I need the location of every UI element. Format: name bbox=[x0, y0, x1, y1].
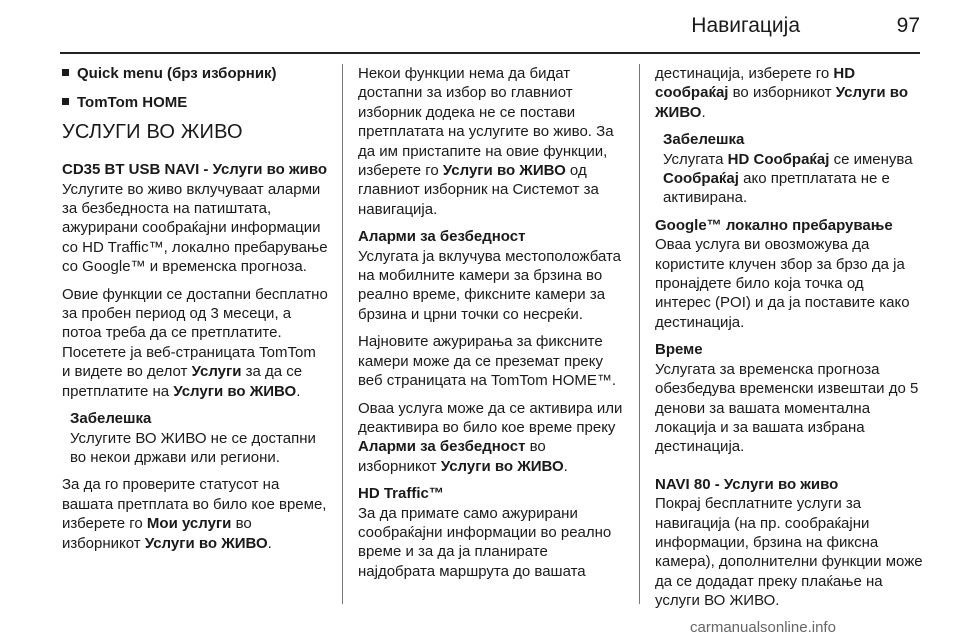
paragraph: дестинација, изберете го HD сообраќај во изборникот Услуги во ЖИВО. bbox=[655, 65, 908, 121]
subheading: NAVI 80 - Услуги во живо bbox=[655, 475, 839, 493]
paragraph: Покрај бесплатните услуги за навигација (на пр. сообраќајни информации, брзина на фиксна камера), дополнителни функции може да се додадат преку плаќање на услуги ВО ЖИВО. bbox=[655, 495, 923, 610]
subheading: Аларми за безбедност bbox=[358, 228, 526, 246]
subheading: CD35 BT USB NAVI - Услуги во живо bbox=[62, 161, 328, 179]
bullet-square-icon bbox=[62, 98, 69, 105]
watermark: carmanualsonline.info bbox=[690, 619, 836, 636]
paragraph: Оваа услуга ви овозможува да користите клучен збор за брзо да ја пронајдете било која точка од интерес (POI) и да ја поставите како дестинација. bbox=[655, 236, 910, 331]
note-box bbox=[70, 409, 328, 467]
paragraph: Овие функции се достапни бесплатно за пробен период од 3 месеци, а потоа треба да се претплатите. Посетете ја веб-страницата TomTom и видете во делот Услуги за да се претплатите на Услуги во ЖИВО. bbox=[62, 285, 328, 400]
paragraph: Услугите во живо вклучуваат аларми за безбедноста на патиштата, ажурирани сообраќајни информации со HD Traffic™, локално пребарување со Google™ и временска прогноза. bbox=[62, 180, 328, 276]
bullet-item: Quick menu (брз изборник) bbox=[62, 64, 328, 83]
header-rule bbox=[60, 52, 920, 54]
subheading: Google™ локално пребарување bbox=[655, 216, 893, 234]
paragraph: Оваа услуга може да се активира или деактивира во било кое време преку Аларми за безбедност во изборникот Услуги во ЖИВО. bbox=[358, 399, 623, 475]
paragraph: За да го проверите статусот на вашата претплата во било кое време, изберете го Мои услуги во изборникот Услуги во ЖИВО. bbox=[62, 476, 327, 552]
bullet-square-icon bbox=[62, 69, 69, 76]
paragraph: Некои функции нема да бидат достапни за избор во главниот изборник додека не се постави претплатата на услугите во живо. За да им пристапите на овие функции, изберете го Услуги во ЖИВО од главниот изборник на Системот за навигација. bbox=[358, 65, 614, 218]
paragraph: За да примате само ажурирани сообраќајни информации во реално време и за да ја планирате најдобрата маршрута до вашата bbox=[358, 504, 612, 580]
note-text: Услугите ВО ЖИВО не се достапни во некои држави или региони. bbox=[70, 429, 316, 466]
header-title: Навигација bbox=[691, 14, 800, 37]
section-title: УСЛУГИ ВО ЖИВО bbox=[62, 120, 243, 143]
paragraph: Услугата ја вклучува местоположбата на мобилните камери за брзина во реално време, фиксните камери за брзина и црни точки со несреќи. bbox=[358, 247, 621, 323]
subheading: Време bbox=[655, 341, 703, 359]
paragraph: Најновите ажурирања за фиксните камери може да се преземат преку веб страницата на TomTom HOME™. bbox=[358, 333, 617, 390]
column-divider-1 bbox=[342, 64, 343, 604]
column-divider-2 bbox=[639, 64, 640, 604]
note-title: Забелешка bbox=[70, 410, 152, 428]
column-3 bbox=[655, 64, 923, 619]
paragraph: Услугата за временска прогноза обезбедува временски извештаи до 5 денови за вашата моментална локација и за вашата избрана дестинација. bbox=[655, 360, 919, 456]
note-title: Забелешка bbox=[663, 131, 745, 149]
column-2 bbox=[358, 64, 624, 589]
subheading: HD Traffic™ bbox=[358, 485, 444, 503]
note-text: Услугата HD Сообраќај се именува Сообраќај ако претплатата не е активирана. bbox=[663, 150, 913, 207]
bullet-item: TomTom HOME bbox=[62, 93, 328, 112]
column-1 bbox=[62, 64, 328, 561]
note-box bbox=[663, 130, 923, 208]
page-number: 97 bbox=[896, 14, 920, 37]
